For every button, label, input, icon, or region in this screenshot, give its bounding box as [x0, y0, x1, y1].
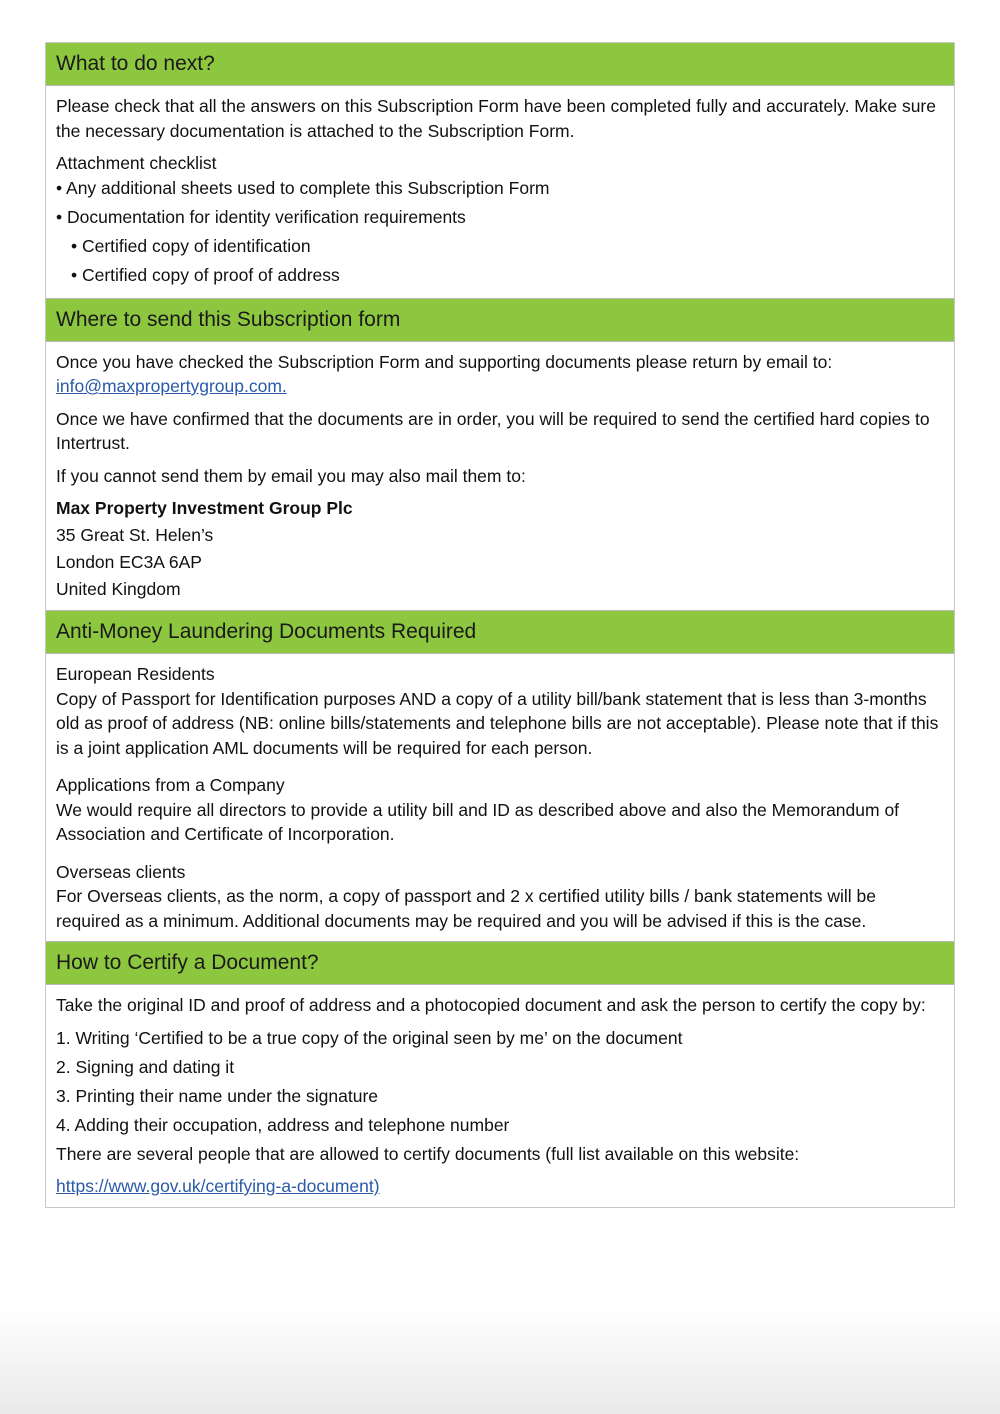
checklist-item: • Any additional sheets used to complete this Subscription Form [56, 177, 550, 198]
next-intro: Please check that all the answers on this Subscription Form have been completed fully and accurately. Make sure the necessary documentation is attached to the Subscription Form. [56, 96, 936, 141]
certify-step: 4. Adding their occupation, address and telephone number [56, 1114, 510, 1135]
address-line: London EC3A 6AP [56, 552, 202, 572]
aml-block-text: Copy of Passport for Identification purposes AND a copy of a utility bill/bank statement that is less than 3-months old as proof of address (NB: online bills/statements and telephone bills are not acceptable). Please note that if this is a joint application AML documents will be required for each person. [56, 688, 939, 758]
section-header-where-to-send: Where to send this Subscription form [46, 298, 954, 342]
section-header-aml-documents: Anti-Money Laundering Documents Required [46, 610, 954, 654]
send-mail-prompt: If you cannot send them by email you may also mail them to: [56, 465, 526, 486]
company-name: Max Property Investment Group Plc [56, 498, 353, 518]
aml-block-text: We would require all directors to provide a utility bill and ID as described above and also the Memorandum of Association and Certificate of Incorporation. [56, 799, 900, 844]
certify-link-line [56, 1174, 944, 1199]
section-header-what-to-do-next: What to do next? [46, 43, 954, 86]
send-email-prompt: Once you have checked the Subscription Form and supporting documents please return by email to: [56, 351, 833, 372]
address-line: United Kingdom [56, 579, 181, 599]
certify-intro: Take the original ID and proof of address and a photocopied document and ask the person to certify the copy by: [56, 995, 926, 1015]
aml-block-company [56, 773, 944, 847]
section-body-what-to-do-next [46, 86, 954, 298]
aml-block-heading: Overseas clients [56, 861, 186, 882]
address-line: 35 Great St. Helen’s [56, 525, 214, 545]
section-body-where-to-send [46, 342, 954, 611]
checklist-title: Attachment checklist [56, 153, 217, 173]
certify-step: 3. Printing their name under the signature [56, 1085, 378, 1106]
page-bottom-shadow [0, 1304, 1000, 1414]
certify-step: 1. Writing ‘Certified to be a true copy of the original seen by me’ on the document [56, 1027, 683, 1048]
certify-step: 2. Signing and dating it [56, 1056, 235, 1077]
checklist-sub-item: • Certified copy of identification [71, 235, 311, 256]
aml-block-european-residents [56, 662, 944, 760]
section-body-how-to-certify [46, 985, 954, 1207]
aml-block-heading: Applications from a Company [56, 775, 285, 795]
gov-uk-certify-link[interactable]: https://www.gov.uk/certifying-a-document) [56, 1176, 380, 1196]
send-instructions [56, 350, 944, 399]
aml-block-text: For Overseas clients, as the norm, a copy of passport and 2 x certified utility bills / bank statements will be required as a minimum. Additional documents may be required and you will be advised if this is the case. [56, 886, 876, 931]
checklist-item: • Documentation for identity verification requirements [56, 206, 466, 227]
send-hard-copies-note: Once we have confirmed that the documents are in order, you will be required to send the certified hard copies to Intertrust. [56, 408, 930, 453]
section-header-how-to-certify: How to Certify a Document? [46, 941, 954, 985]
email-link[interactable]: info@maxpropertygroup.com. [56, 376, 287, 396]
certify-outro: There are several people that are allowed to certify documents (full list available on this website: [56, 1143, 800, 1164]
checklist-sub-item: • Certified copy of proof of address [71, 264, 340, 285]
section-body-aml-documents [46, 654, 954, 941]
subscription-form-panel [45, 42, 955, 1208]
aml-block-heading: European Residents [56, 664, 215, 684]
aml-block-overseas [56, 860, 944, 934]
